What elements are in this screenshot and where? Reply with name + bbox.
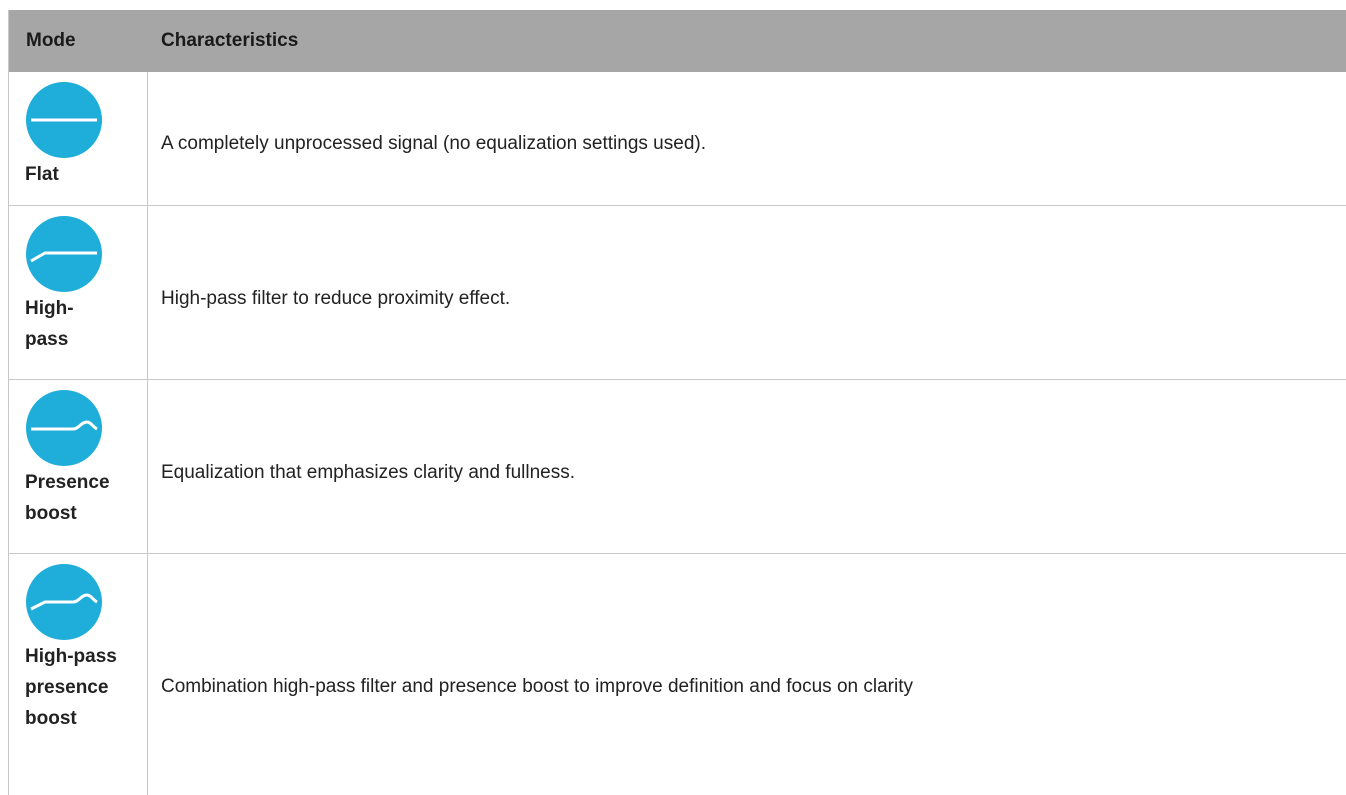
characteristics-text: Combination high-pass filter and presence boost to improve definition and focus on clarity bbox=[161, 676, 913, 697]
table-row bbox=[9, 380, 1346, 554]
mode-label: Presence boost bbox=[25, 472, 110, 524]
mode-cell bbox=[25, 81, 143, 190]
mode-cell bbox=[25, 389, 143, 529]
eq-high-pass-presence-boost-icon bbox=[25, 563, 103, 641]
characteristics-text: Equalization that emphasizes clarity and fullness. bbox=[161, 462, 576, 483]
characteristics-text: A completely unprocessed signal (no equalization settings used). bbox=[161, 133, 706, 154]
header-mode: Mode bbox=[26, 30, 76, 51]
table-row bbox=[9, 206, 1346, 380]
eq-flat-icon bbox=[25, 81, 103, 159]
eq-high-pass-icon bbox=[25, 215, 103, 293]
mode-cell bbox=[25, 215, 143, 355]
characteristics-text: High-pass filter to reduce proximity effect. bbox=[161, 288, 511, 309]
mode-cell bbox=[25, 563, 143, 734]
mode-label: High-pass presence boost bbox=[25, 646, 117, 729]
table-row bbox=[9, 554, 1346, 795]
eq-mode-table bbox=[8, 10, 1346, 795]
header-characteristics: Characteristics bbox=[161, 30, 299, 51]
eq-presence-boost-icon bbox=[25, 389, 103, 467]
mode-label: Flat bbox=[25, 164, 59, 185]
mode-label: High-pass bbox=[25, 298, 74, 350]
table-row bbox=[9, 72, 1346, 206]
table-header bbox=[9, 10, 1346, 72]
